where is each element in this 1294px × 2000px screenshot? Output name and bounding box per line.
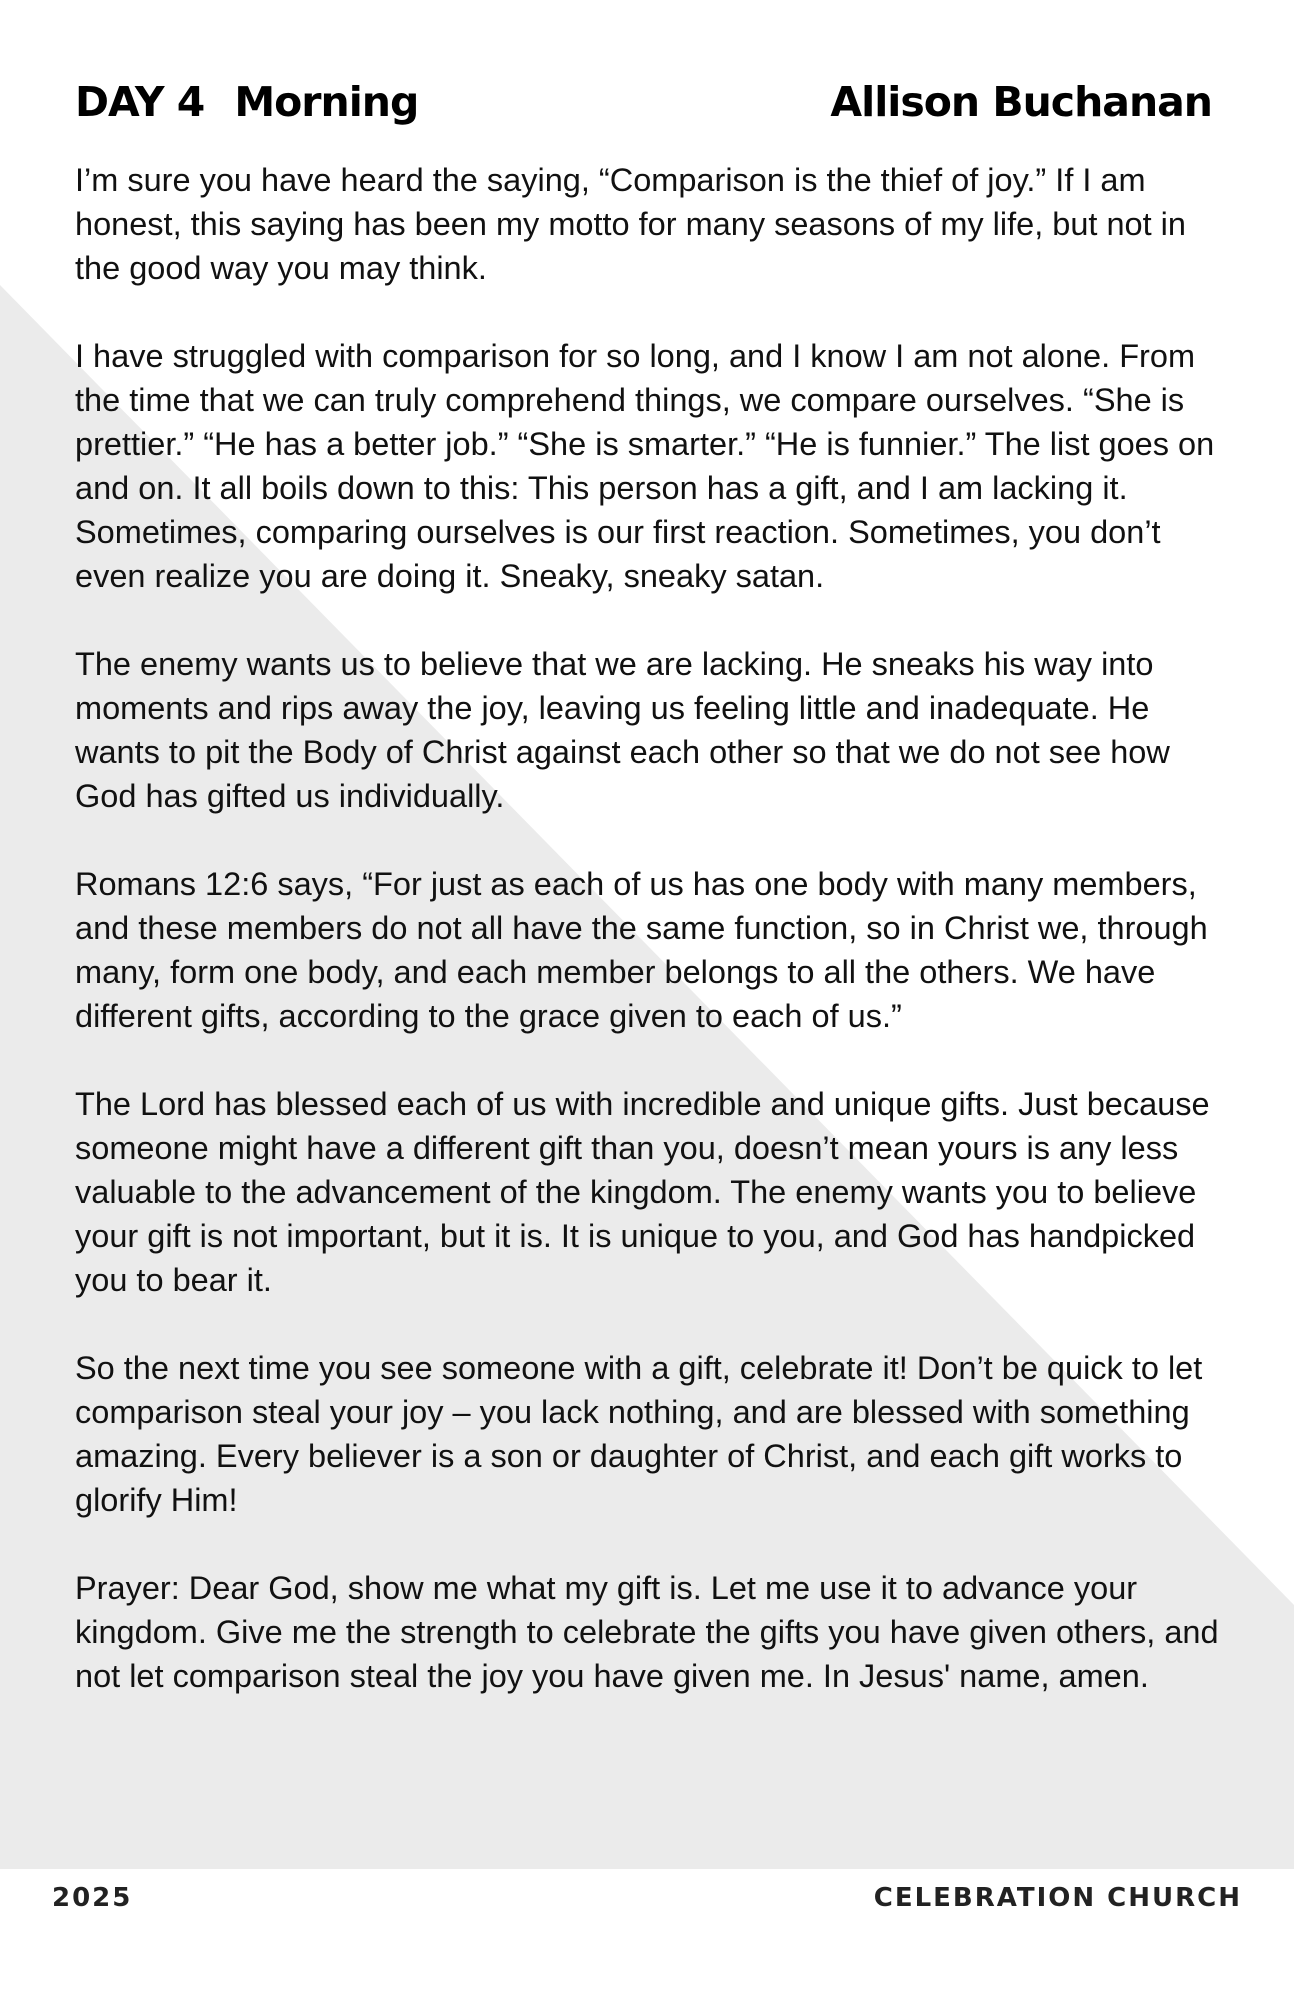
footer-organization: CELEBRATION CHURCH bbox=[873, 1883, 1242, 1913]
paragraph-1: I’m sure you have heard the saying, “Comparison is the thief of joy.” If I am honest, this saying has been my motto for many seasons of my life, but not in the good way you may think. bbox=[75, 162, 1186, 286]
day-label: DAY 4 bbox=[75, 78, 205, 126]
footer-year: 2025 bbox=[52, 1883, 133, 1913]
page-footer bbox=[0, 1869, 1294, 2000]
paragraph-4: Romans 12:6 says, “For just as each of us has one body with many members, and these members do not all have the same function, so in Christ we, through many, form one body, and each member belongs to all the others. We have different gifts, according to the grace given to each of us.” bbox=[75, 866, 1208, 1034]
time-of-day-label: Morning bbox=[234, 78, 419, 126]
paragraph-5: The Lord has blessed each of us with incredible and unique gifts. Just because someone might have a different gift than you, doesn’t mean yours is any less valuable to the advancement of the kingdom. The enemy wants you to believe your gift is not important, but it is. It is unique to you, and God has handpicked you to bear it. bbox=[75, 1086, 1210, 1298]
paragraph-3: The enemy wants us to believe that we are lacking. He sneaks his way into moments and rips away the joy, leaving us feeling little and inadequate. He wants to pit the Body of Christ against each other so that we do not see how God has gifted us individually. bbox=[75, 646, 1170, 814]
day-heading bbox=[75, 78, 418, 126]
page-header bbox=[75, 70, 1212, 134]
paragraph-6: So the next time you see someone with a gift, celebrate it! Don’t be quick to let comparison steal your joy – you lack nothing, and are blessed with something amazing. Every believer is a son or daughter of Christ, and each gift works to glorify Him! bbox=[75, 1350, 1203, 1518]
devotional-body bbox=[75, 158, 1235, 1698]
prayer-paragraph: Prayer: Dear God, show me what my gift is. Let me use it to advance your kingdom. Give me the strength to celebrate the gifts you have given others, and not let comparison steal the joy you have given me. In Jesus' name, amen. bbox=[75, 1570, 1219, 1694]
paragraph-2: I have struggled with comparison for so long, and I know I am not alone. From the time that we can truly comprehend things, we compare ourselves. “She is prettier.” “He has a better job.” “She is smarter.” “He is funnier.” The list goes on and on. It all boils down to this: This person has a gift, and I am lacking it. Sometimes, comparing ourselves is our first reaction. Sometimes, you don’t even realize you are doing it. Sneaky, sneaky satan. bbox=[75, 338, 1215, 594]
author-name: Allison Buchanan bbox=[830, 78, 1212, 126]
